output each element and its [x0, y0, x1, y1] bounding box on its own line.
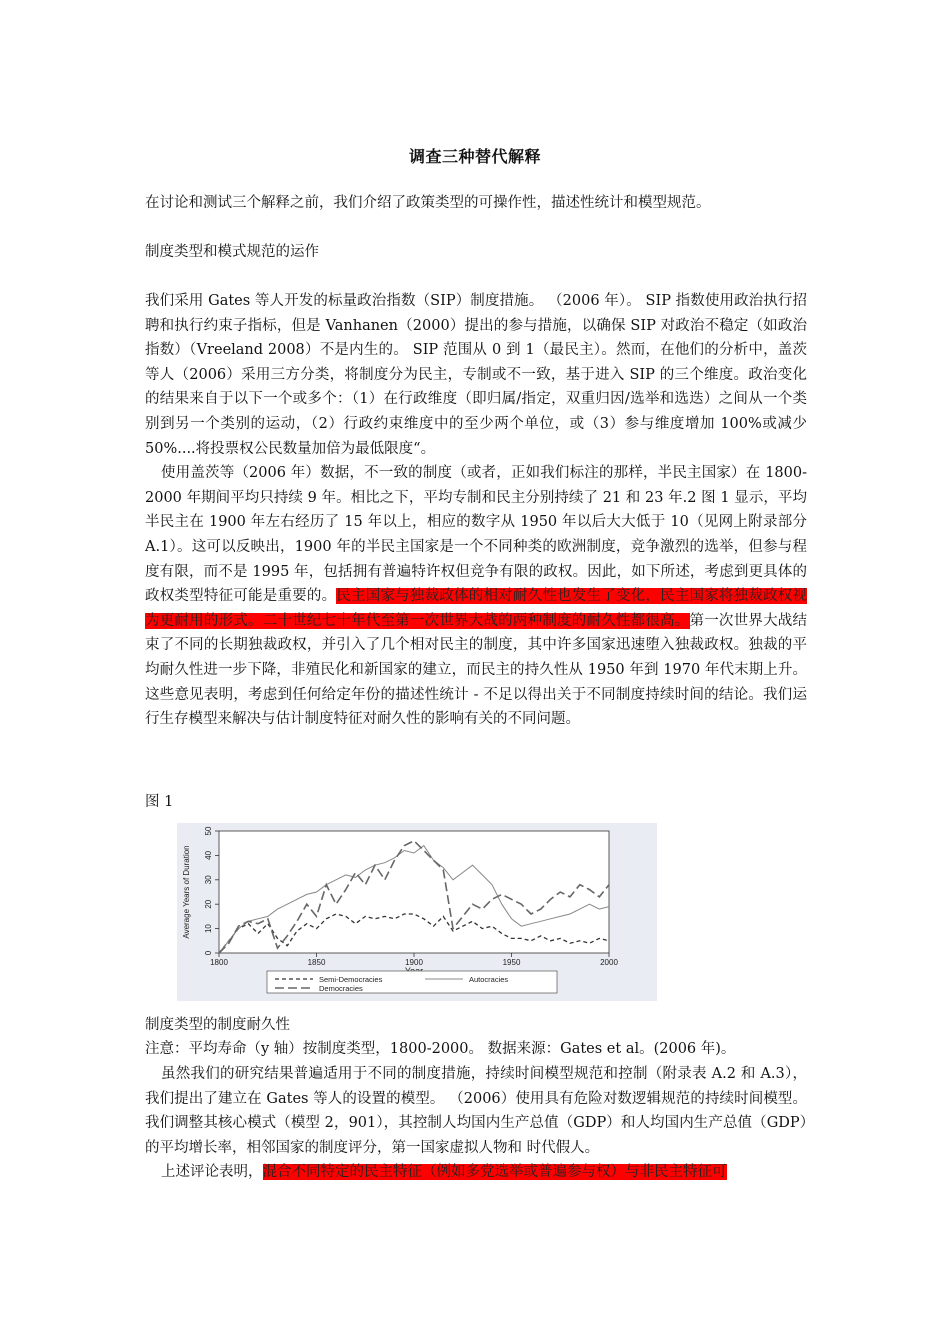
page-title: 调查三种替代解释: [408, 147, 541, 166]
y-tick-label: 0: [204, 950, 214, 956]
y-tick-label: 30: [204, 875, 214, 885]
body-text-2: [145, 1062, 807, 1185]
y-axis-label: Average Years of Duration: [182, 845, 191, 939]
duration-line-chart: [177, 823, 657, 1001]
section-heading: 制度类型和模式规范的运作: [145, 244, 319, 260]
figure-label: 图 1: [145, 794, 174, 810]
figure-1-chart: [177, 823, 657, 1001]
figure-note: 注意：平均寿命（y 轴）按制度类型，1800-2000。 数据来源：Gates et al。(2006 年)。: [145, 1041, 736, 1057]
highlighted-text: 民主国家与独裁政体的相对耐久性也发生了变化，民主国家将独裁政权视为更耐用的形式。二十世纪七十年代至第一次世界大战的两种制度的耐久性都很高。: [145, 588, 808, 629]
paragraph-sip: 我们采用 Gates 等人开发的标量政治指数（SIP）制度措施。 （2006 年）。 SIP 指数使用政治执行招聘和执行约束子指标，但是 Vanhanen（2000）提出的参与措施，以确保 SIP 对政治不稳定（如政治指数）（Vreeland 2008）不是内生的。 SIP 范围从 0 到 1（最民主）。然而，在他们的分析中，盖茨等人（2006）采用三方分类，将制度分为民主，专制或不一致，基于进入 SIP 的三个维度。政治变化的结果来自于以下一个或多个：（1）在行政维度（即归属/指定，双重归因/选举和选迭）之间从一个类别到另一个类别的运动，（2）行政约束维度中的至少两个单位，或（3）参与维度增加 100%或减少 50%....将投票权公民数量加倍为最低限度“。: [145, 293, 807, 457]
plot-area: [219, 831, 609, 953]
paragraph-durability-text-a: 使用盖茨等（2006 年）数据，不一致的制度（或者，正如我们标注的那样，半民主国家）在 1800-2000 年期间平均只持续 9 年。相比之下，平均专制和民主分别持续了 21 和 23 年.2 图 1 显示，平均半民主在 1900 年左右经历了 15 年以上，相应的数字从 1950 年以后大大低于 10（见网上附录部分 A.1）。这可以反映出，1900 年的半民主国家是一个不同种类的欧洲制度，竞争激烈的选举，但参与程度有限，而不是 1995 年，包括拥有普遍特许权但竞争有限的政权。因此，如下所述，考虑到更具体的政权类型特征可能是重要的。: [145, 465, 807, 605]
y-tick-label: 50: [204, 826, 214, 836]
paragraph-durability: [145, 461, 807, 732]
legend-label: Semi-Democracies: [319, 975, 383, 984]
figure-caption: 制度类型的制度耐久性: [145, 1017, 290, 1033]
x-tick-label: 1800: [210, 958, 228, 967]
y-tick-label: 10: [204, 924, 214, 934]
y-tick-label: 40: [204, 850, 214, 860]
highlighted-text-2: 混合不同特定的民主特征（例如多党选举或普遍参与权）与非民主特征可: [262, 1164, 727, 1181]
x-tick-label: 1850: [307, 958, 326, 967]
y-tick-label: 20: [204, 899, 214, 909]
x-tick-label: 1900: [405, 958, 423, 967]
paragraph-model: 虽然我们的研究结果普遍适用于不同的制度措施，持续时间模型规范和控制（附录表 A.2 和 A.3），我们提出了建立在 Gates 等人的设置的模型。 （2006）使用具有危险对数逻辑规范的持续时间模型。 我们调整其核心模式（模型 2，901），其控制人均国内生产总值（GDP）和人均国内生产总值（GDP）的平均增长率，相邻国家的制度评分，第一国家虚拟人物和 时代假人。: [145, 1066, 807, 1156]
paragraph-durability-text-b: 第一次世界大战结束了不同的长期独裁政权，并引入了几个相对民主的制度，其中许多国家迅速堕入独裁政权。独裁的平均耐久性进一步下降，非殖民化和新国家的建立，而民主的持久性从 1950 年到 1970 年代末期上升。这些意见表明，考虑到任何给定年份的描述性统计 - 不足以得出关于不同制度持续时间的结论。我们运行生存模型来解决与估计制度特征对耐久性的影响有关的不同问题。: [145, 612, 808, 728]
legend-label: Autocracies: [469, 975, 509, 984]
body-text-1: [145, 289, 807, 732]
x-tick-label: 1950: [502, 958, 521, 967]
paragraph-last: [145, 1160, 807, 1185]
legend-box: [267, 971, 557, 993]
intro-paragraph: 在讨论和测试三个解释之前，我们介绍了政策类型的可操作性，描述性统计和模型规范。: [145, 195, 711, 211]
x-tick-label: 2000: [600, 958, 618, 967]
legend-label: Democracies: [319, 984, 363, 993]
paragraph-last-text: 上述评论表明，: [161, 1164, 263, 1181]
